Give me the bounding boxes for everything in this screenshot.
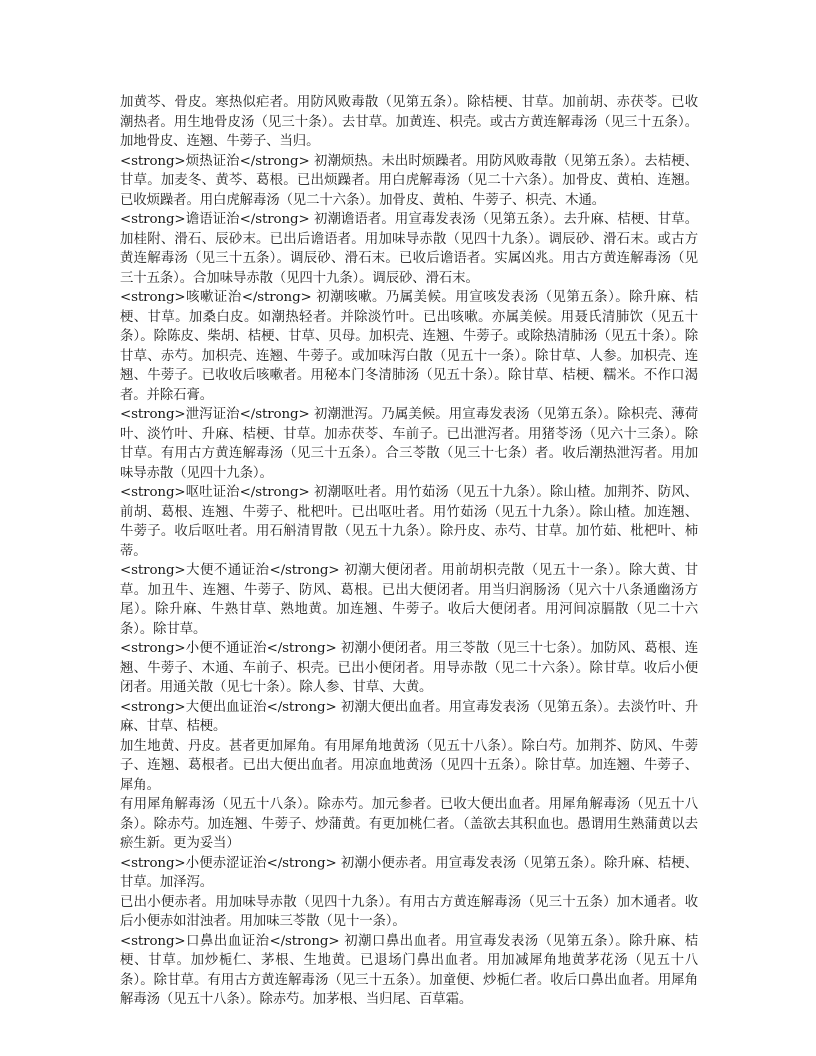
paragraph-0: 加黄芩、骨皮。寒热似疟者。用防风败毒散（见第五条）。除桔梗、甘草。加前胡、赤茯苓。已收潮热者。用生地骨皮汤（见三十条）。去甘草。加黄连、枳壳。或古方黄连解毒汤（见三十五条）。加地骨皮、连翘、牛蒡子、当归。 (120, 95, 698, 149)
paragraph-8: <strong>大便出血证治</strong> 初潮大便出血者。用宣毒发表汤（见第五条）。去淡竹叶、升麻、甘草、桔梗。 (120, 699, 698, 734)
paragraph-5: <strong>呕吐证治</strong> 初潮呕吐者。用竹茹汤（见五十九条）。除山楂。加荆芥、防风、前胡、葛根、连翘、牛蒡子、枇杷叶。已出呕吐者。用竹茹汤（见五十九条）。除山楂。加连翘、牛蒡子。收后呕吐者。用石斛清胃散（见五十九条）。除丹皮、赤芍、甘草。加竹茹、枇杷叶、柿蒂。 (120, 485, 698, 559)
paragraph-6: <strong>大便不通证治</strong> 初潮大便闭者。用前胡枳壳散（见五十一条）。除大黄、甘草。加丑牛、连翘、牛蒡子、防风、葛根。已出大便闭者。用当归润肠汤（见六十八条通幽汤方尾）。除升麻、牛熟甘草、熟地黄。加连翘、牛蒡子。收后大便闭者。用河间凉膈散（见二十六条）。除甘草。 (120, 563, 698, 637)
paragraph-10: 有用犀角解毒汤（见五十八条）。除赤芍。加元参者。已收大便出血者。用犀角解毒汤（见五十八条）。除赤芍。加连翘、牛蒡子、炒蒲黄。有更加桃仁者。（盖欲去其积血也。愚谓用生熟蒲黄以去瘀生新。更为妥当） (120, 797, 698, 851)
paragraph-9: 加生地黄、丹皮。甚者更加犀角。有用犀角地黄汤（见五十八条）。除白芍。加荆芥、防风、牛蒡子、连翘、葛根者。已出大便出血者。用凉血地黄汤（见四十五条）。除甘草。加连翘、牛蒡子、犀角。 (120, 738, 698, 793)
paragraph-4: <strong>泄泻证治</strong> 初潮泄泻。乃属美候。用宣毒发表汤（见第五条）。除枳壳、薄荷叶、淡竹叶、升麻、桔梗、甘草。加赤茯苓、车前子。已出泄泻者。用猪苓汤（见六十三条）。除甘草。有用古方黄连解毒汤（见三十五条）。合三苓散（见三十七条）者。收后潮热泄泻者。用加味导赤散（见四十九条）。 (120, 407, 698, 481)
paragraph-2: <strong>谵语证治</strong> 初潮谵语者。用宣毒发表汤（见第五条）。去升麻、桔梗、甘草。加桂附、滑石、辰砂末。已出后谵语者。用加味导赤散（见四十九条）。调辰砂、滑石末。或古方黄连解毒汤（见三十五条）。调辰砂、滑石末。已收后谵语者。实属凶兆。用古方黄连解毒汤（见三十五条）。合加味导赤散（见四十九条）。调辰砂、滑石末。 (120, 212, 698, 286)
document-body (120, 93, 698, 1010)
paragraph-1: <strong>烦热证治</strong> 初潮烦热。未出时烦躁者。用防风败毒散（见第五条）。去桔梗、甘草。加麦冬、黄芩、葛根。已出烦躁者。用白虎解毒汤（见二十六条）。加骨皮、黄柏、连翘。已收烦躁者。用白虎解毒汤（见二十六条）。加骨皮、黄柏、牛蒡子、枳壳、木通。 (120, 153, 698, 208)
paragraph-12: 已出小便赤者。用加味导赤散（见四十九条）。有用古方黄连解毒汤（见三十五条）加木通者。收后小便赤如泔浊者。用加味三苓散（见十一条）。 (120, 894, 698, 929)
paragraph-11: <strong>小便赤涩证治</strong> 初潮小便赤者。用宣毒发表汤（见第五条）。除升麻、桔梗、甘草。加泽泻。 (120, 855, 698, 890)
paragraph-3: <strong>咳嗽证治</strong> 初潮咳嗽。乃属美候。用宣咳发表汤（见第五条）。除升麻、桔梗、甘草。加桑白皮。如潮热轻者。并除淡竹叶。已出咳嗽。亦属美候。用聂氏清肺饮（见五十条）。除陈皮、柴胡、桔梗、甘草、贝母。加枳壳、连翘、牛蒡子。或除热清肺汤（见五十条）。除甘草、赤芍。加枳壳、连翘、牛蒡子。或加味泻白散（见五十一条）。除甘草、人参。加枳壳、连翘、牛蒡子。已收收后咳嗽者。用秘本门冬清肺汤（见五十条）。除甘草、桔梗、糯米。不作口渴者。并除石膏。 (120, 290, 698, 403)
paragraph-13: <strong>口鼻出血证治</strong> 初潮口鼻出血者。用宣毒发表汤（见第五条）。除升麻、桔梗、甘草。加炒栀仁、茅根、生地黄。已退场门鼻出血者。用加减犀角地黄茅花汤（见五十八条）。除甘草。有用古方黄连解毒汤（见三十五条）。加童便、炒栀仁者。收后口鼻出血者。用犀角解毒汤（见五十八条）。除赤芍。加茅根、当归尾、百草霜。 (120, 933, 698, 1007)
paragraph-7: <strong>小便不通证治</strong> 初潮小便闭者。用三苓散（见三十七条）。加防风、葛根、连翘、牛蒡子、木通、车前子、枳壳。已出小便闭者。用导赤散（见二十六条）。除甘草。收后小便闭者。用通关散（见七十条）。除人参、甘草、大黄。 (120, 641, 698, 695)
